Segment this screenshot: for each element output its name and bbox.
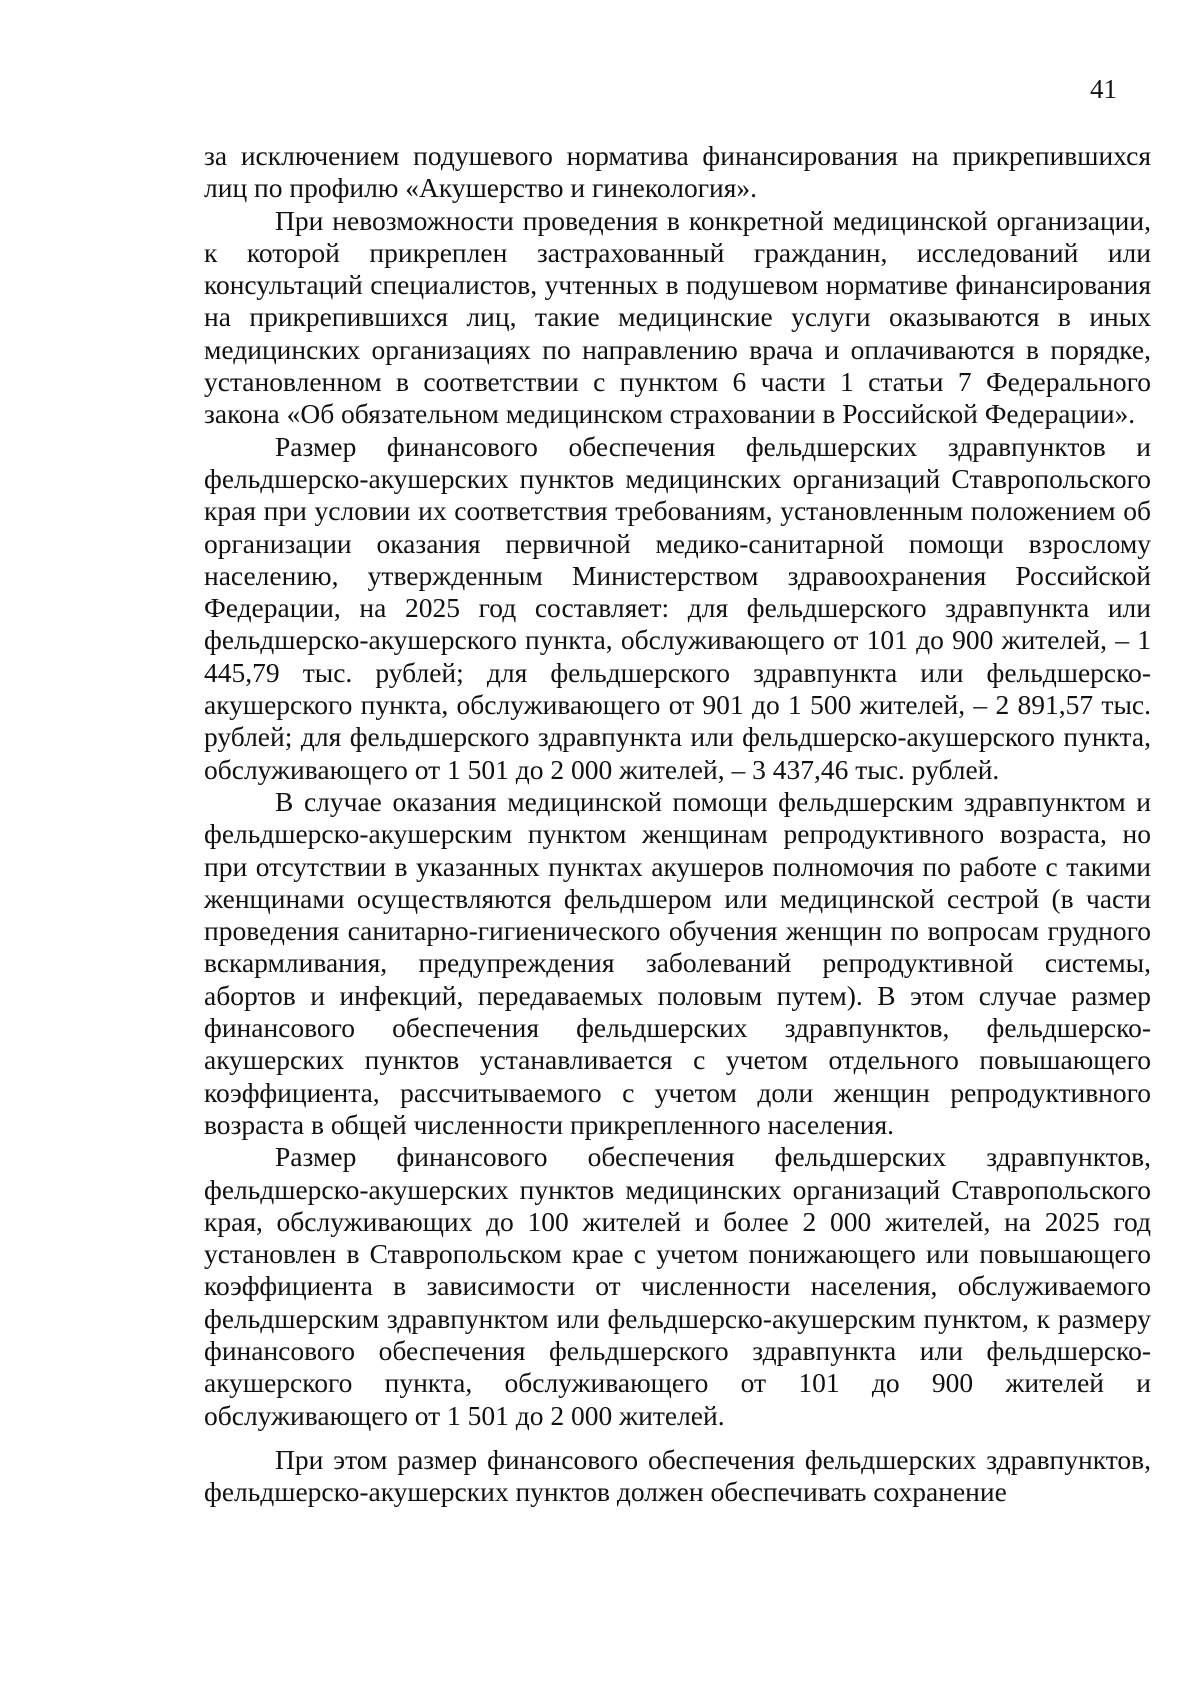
- page-number: 41: [1090, 74, 1117, 104]
- paragraph-consultations: При невозможности проведения в конкретной медицинской организации, к которой прикреплен застрахованный гражданин, исследований или консультаций специалистов, учтенных в подушевом нормативе финансирования на прикрепившихся лиц, такие медицинские услуги оказываются в иных медицинских организациях по направлению врача и оплачиваются в порядке, установленном в соответствии с пунктом 6 части 1 статьи 7 Федерального закона «Об обязательном медицинском страховании в Российской Федерации».: [204, 204, 1151, 430]
- paragraph-funding-amounts: Размер финансового обеспечения фельдшерских здравпунктов и фельдшерско-акушерских пунктов медицинских организаций Ставропольского края при условии их соответствия требованиям, установленным положением об организации оказания первичной медико-санитарной помощи взрослому населению, утвержденным Министерством здравоохранения Российской Федерации, на 2025 год составляет: для фельдшерского здравпункта или фельдшерско-акушерского пункта, обслуживающего от 101 до 900 жителей, – 1 445,79 тыс. рублей; для фельдшерского здравпункта или фельдшерско-акушерского пункта, обслуживающего от 901 до 1 500 жителей, – 2 891,57 тыс. рублей; для фельдшерского здравпункта или фельдшерско-акушерского пункта, обслуживающего от 1 501 до 2 000 жителей, – 3 437,46 тыс. рублей.: [204, 430, 1151, 785]
- document-body: [204, 140, 1151, 1508]
- paragraph-preservation: При этом размер финансового обеспечения фельдшерских здравпунктов, фельдшерско-акушерских пунктов должен обеспечивать сохранение: [204, 1443, 1151, 1508]
- paragraph-reproductive-age: В случае оказания медицинской помощи фельдшерским здравпунктом и фельдшерско-акушерским пунктом женщинам репродуктивного возраста, но при отсутствии в указанных пунктах акушеров полномочия по работе с такими женщинами осуществляются фельдшером или медицинской сестрой (в части проведения санитарно-гигиенического обучения женщин по вопросам грудного вскармливания, предупреждения заболеваний репродуктивной системы, абортов и инфекций, передаваемых половым путем). В этом случае размер финансового обеспечения фельдшерских здравпунктов, фельдшерско-акушерских пунктов устанавливается с учетом отдельного повышающего коэффициента, рассчитываемого с учетом доли женщин репродуктивного возраста в общей численности прикрепленного населения.: [204, 785, 1151, 1140]
- paragraph-continuation: за исключением подушевого норматива финансирования на прикрепившихся лиц по профилю «Акушерство и гинекология».: [204, 140, 1151, 204]
- paragraph-coefficients: Размер финансового обеспечения фельдшерских здравпунктов, фельдшерско-акушерских пунктов медицинских организаций Ставропольского края, обслуживающих до 100 жителей и более 2 000 жителей, на 2025 год установлен в Ставропольском крае с учетом понижающего или повышающего коэффициента в зависимости от численности населения, обслуживаемого фельдшерским здравпунктом или фельдшерско-акушерским пунктом, к размеру финансового обеспечения фельдшерского здравпункта или фельдшерско-акушерского пункта, обслуживающего от 101 до 900 жителей и обслуживающего от 1 501 до 2 000 жителей.: [204, 1141, 1151, 1431]
